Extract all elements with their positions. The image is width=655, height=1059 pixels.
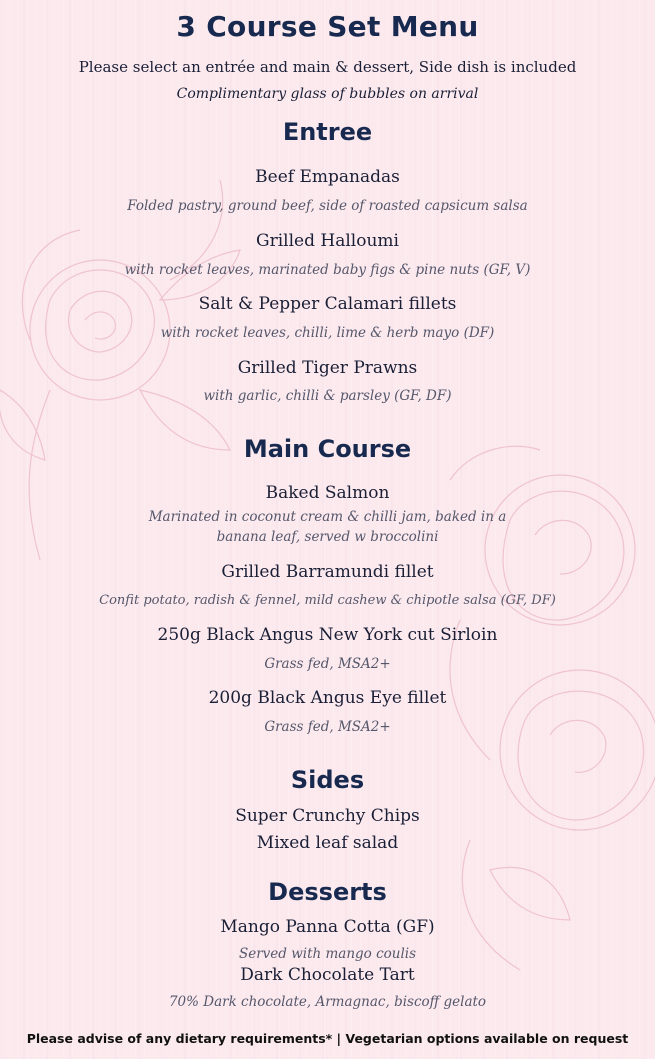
complimentary-note: Complimentary glass of bubbles on arrival bbox=[176, 86, 479, 102]
menu-subtitle: Please select an entrée and main & dessert, Side dish is included bbox=[78, 58, 577, 76]
dish-name: Salt & Pepper Calamari fillets bbox=[198, 294, 457, 314]
dish-description: Served with mango coulis bbox=[238, 946, 417, 962]
dish-description: Grass fed, MSA2+ bbox=[264, 656, 391, 672]
dish-name: 250g Black Angus New York cut Sirloin bbox=[157, 625, 498, 645]
dish-description: with garlic, chilli & parsley (GF, DF) bbox=[203, 388, 452, 404]
side-item: Super Crunchy Chips bbox=[235, 806, 420, 826]
dish-name: Grilled Barramundi fillet bbox=[221, 562, 434, 582]
side-item: Mixed leaf salad bbox=[256, 833, 399, 853]
dish-description: Folded pastry, ground beef, side of roasted capsicum salsa bbox=[127, 198, 528, 214]
dish-name: Mango Panna Cotta (GF) bbox=[220, 917, 435, 937]
dish-name: Baked Salmon bbox=[265, 483, 390, 503]
section-title-main-course: Main Course bbox=[243, 435, 412, 463]
dish-description: Confit potato, radish & fennel, mild cashew & chipotle salsa (GF, DF) bbox=[99, 593, 556, 608]
dish-description: 70% Dark chocolate, Armagnac, biscoff gelato bbox=[168, 994, 487, 1010]
section-title-entree: Entree bbox=[282, 118, 373, 146]
dish-description: Grass fed, MSA2+ bbox=[264, 719, 391, 735]
menu-title: 3 Course Set Menu bbox=[176, 10, 479, 43]
section-title-desserts: Desserts bbox=[268, 878, 387, 906]
section-title-sides: Sides bbox=[290, 766, 365, 794]
dish-description: Marinated in coconut cream & chilli jam, baked in a banana leaf, served w broccolini bbox=[148, 509, 507, 545]
dish-name: Dark Chocolate Tart bbox=[240, 965, 415, 985]
dietary-footer-note: Please advise of any dietary requirements* | Vegetarian options available on request bbox=[26, 1031, 629, 1046]
dish-description: with rocket leaves, marinated baby figs & pine nuts (GF, V) bbox=[124, 262, 531, 278]
dish-description: with rocket leaves, chilli, lime & herb mayo (DF) bbox=[160, 325, 495, 341]
dish-name: Grilled Tiger Prawns bbox=[237, 358, 418, 378]
dish-name: Beef Empanadas bbox=[255, 167, 400, 187]
dish-name: Grilled Halloumi bbox=[256, 231, 399, 251]
dish-name: 200g Black Angus Eye fillet bbox=[208, 688, 447, 708]
